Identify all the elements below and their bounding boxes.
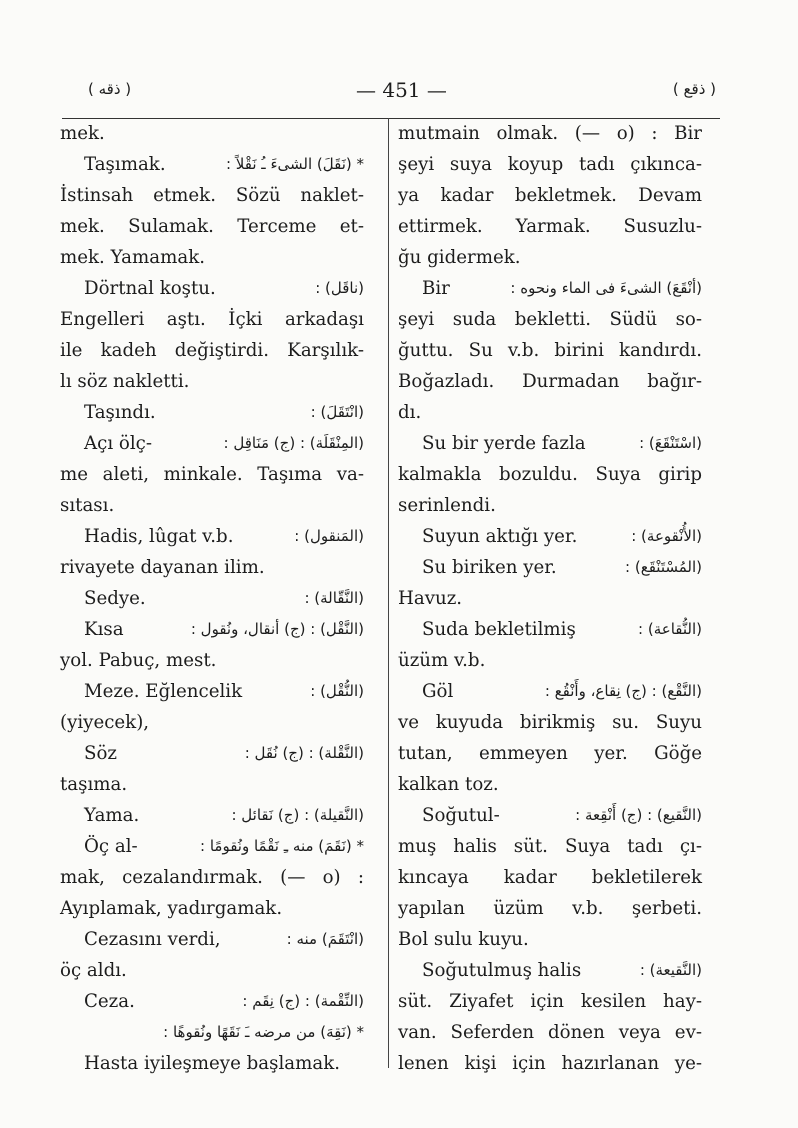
entry-text: kalmakla bozuldu. Suya girip [398, 464, 702, 485]
text-line [60, 118, 364, 149]
left-column [60, 118, 364, 1079]
entry-definition: Su biriken yer. [422, 557, 557, 578]
text-line [60, 211, 364, 242]
text-line [60, 273, 364, 304]
column-divider [388, 118, 389, 1068]
text-line [60, 645, 364, 676]
entry-text: taşıma. [60, 774, 128, 795]
arabic-headword: (النُّقاعة) : [638, 620, 702, 638]
text-line [60, 583, 364, 614]
text-line [398, 862, 702, 893]
arabic-headword: (ناقَل) : [315, 279, 364, 297]
header-right-keyword: ( ذقع ) [672, 80, 716, 98]
entry-definition: Kısa [84, 619, 124, 640]
header-left-keyword: ( ذقه ) [88, 80, 132, 98]
text-line [60, 707, 364, 738]
text-line [60, 397, 364, 428]
text-line [398, 769, 702, 800]
text-line [398, 149, 702, 180]
text-line [398, 552, 702, 583]
arabic-headword: (انْتَقَلَ) : [310, 403, 364, 421]
text-line [60, 738, 364, 769]
text-line [60, 614, 364, 645]
text-line [60, 676, 364, 707]
right-column [398, 118, 702, 1079]
entry-text: Engelleri aştı. İçki arkadaşı [60, 309, 364, 330]
text-line [398, 1017, 702, 1048]
entry-text: mak, cezalandırmak. (— o) : [60, 867, 364, 888]
entry-text: me aleti, minkale. Taşıma va- [60, 464, 364, 485]
entry-text: serinlendi. [398, 495, 496, 516]
text-line [60, 490, 364, 521]
entry-text: muş halis süt. Suya tadı çı- [398, 836, 702, 857]
arabic-headword: (النِّقْمة) : (ج) نِقَم : [242, 992, 364, 1010]
entry-text: ğu gidermek. [398, 247, 521, 268]
text-line [398, 490, 702, 521]
entry-text: dı. [398, 402, 422, 423]
arabic-headword: (الأُنْقوعة) : [631, 527, 702, 545]
entry-text: ya kadar bekletmek. Devam [398, 185, 702, 206]
text-line [398, 118, 702, 149]
entry-definition: Su bir yerde fazla [422, 433, 586, 454]
text-line [60, 428, 364, 459]
text-line [60, 831, 364, 862]
text-line [398, 211, 702, 242]
entry-definition: Taşımak. [84, 154, 166, 175]
entry-text: Bol sulu kuyu. [398, 929, 529, 950]
entry-text: sıtası. [60, 495, 115, 516]
arabic-headword: (المَنقول) : [294, 527, 364, 545]
entry-definition: Soğutulmuş halis [422, 960, 582, 981]
entry-text: van. Seferden dönen veya ev- [398, 1022, 702, 1043]
text-line [60, 459, 364, 490]
arabic-headword: (النَّقيع) : (ج) أَنْقِعة : [575, 806, 702, 824]
text-line [398, 397, 702, 428]
text-line [398, 180, 702, 211]
text-line [60, 366, 364, 397]
entry-text: yol. Pabuç, mest. [60, 650, 217, 671]
text-line [398, 645, 702, 676]
text-line [398, 583, 702, 614]
entry-text: ğuttu. Su v.b. birini kandırdı. [398, 340, 702, 361]
text-line [398, 428, 702, 459]
entry-text: üzüm v.b. [398, 650, 486, 671]
entry-definition: Yama. [84, 805, 140, 826]
entry-text: Havuz. [398, 588, 463, 609]
entry-text: ve kuyuda birikmiş su. Suyu [398, 712, 702, 733]
arabic-headword: (المِنْقَلَة) : (ج) مَنَاقِل : [223, 434, 364, 452]
entry-text: kalkan toz. [398, 774, 499, 795]
entry-text: lı söz nakletti. [60, 371, 190, 392]
entry-text: kıncaya kadar bekletilerek [398, 867, 702, 888]
text-line [398, 986, 702, 1017]
text-line [398, 955, 702, 986]
text-line [398, 242, 702, 273]
arabic-headword: (أنْقَعَ) الشىءَ فى الماء ونحوه : [510, 279, 702, 297]
entry-definition: Taşındı. [84, 402, 156, 423]
entry-text: Ayıplamak, yadırgamak. [60, 898, 283, 919]
text-line [60, 149, 364, 180]
text-line [398, 1048, 702, 1079]
entry-definition: Meze. Eğlencelik [84, 681, 243, 702]
text-line [60, 986, 364, 1017]
text-line [60, 800, 364, 831]
text-line [398, 800, 702, 831]
arabic-headword: * (نَقَمَ) منه ـِ نَقْمًا ونُقومًا : [200, 837, 364, 855]
text-line [398, 676, 702, 707]
entry-text: şeyi suya koyup tadı çıkınca- [398, 154, 702, 175]
text-line [398, 521, 702, 552]
arabic-headword: (اسْتَنْقَعَ) : [639, 434, 702, 452]
entry-text: Hasta iyileşmeye başlamak. [84, 1053, 340, 1074]
entry-text: İstinsah etmek. Sözü naklet- [60, 185, 364, 206]
entry-text: lenen kişi için hazırlanan ye- [398, 1053, 702, 1074]
text-line [398, 273, 702, 304]
entry-definition: Açı ölç- [84, 433, 153, 454]
text-line [60, 1017, 364, 1048]
arabic-headword: (النُّقْل) : [310, 682, 364, 700]
entry-definition: Sedye. [84, 588, 146, 609]
entry-text: tutan, emmeyen yer. Göğe [398, 743, 702, 764]
arabic-headword: * (نَقَلَ) الشىءَ ـُ نَقْلاً : [225, 155, 364, 173]
entry-text: rivayete dayanan ilim. [60, 557, 265, 578]
arabic-headword: (المُسْتَنْقَع) : [625, 558, 702, 576]
entry-text: süt. Ziyafet için kesilen hay- [398, 991, 702, 1012]
text-line [60, 924, 364, 955]
text-line [60, 335, 364, 366]
text-line [398, 335, 702, 366]
text-line [398, 366, 702, 397]
entry-text: mutmain olmak. (— o) : Bir [398, 123, 702, 144]
entry-text: şeyi suda bekletti. Südü so- [398, 309, 702, 330]
entry-definition: Göl [422, 681, 454, 702]
text-line [60, 304, 364, 335]
entry-text: mek. Sulamak. Terceme et- [60, 216, 364, 237]
text-line [398, 831, 702, 862]
entry-definition: Bir [422, 278, 450, 299]
arabic-headword: (النَّقْع) : (ج) نِقاع، وأَنْقُع : [544, 682, 702, 700]
text-line [398, 614, 702, 645]
text-line [398, 459, 702, 490]
entry-text: öç aldı. [60, 960, 127, 981]
entry-text: mek. [60, 123, 105, 144]
text-line [60, 955, 364, 986]
entry-text: ile kadeh değiştirdi. Karşılık- [60, 340, 364, 361]
entry-definition: Soğutul- [422, 805, 500, 826]
page-header [60, 76, 720, 110]
text-line [60, 893, 364, 924]
entry-definition: Söz [84, 743, 117, 764]
arabic-headword: (انْتَقَمَ) منه : [286, 930, 364, 948]
arabic-headword: * (نَقِهَ) من مرضه ـَ نَقَهًا ونُقوهًا : [163, 1023, 364, 1041]
entry-definition: Cezasını verdi, [84, 929, 221, 950]
entry-definition: Suda bekletilmiş [422, 619, 576, 640]
text-line [60, 862, 364, 893]
entry-definition: Hadis, lûgat v.b. [84, 526, 234, 547]
text-line [60, 552, 364, 583]
text-line [60, 769, 364, 800]
arabic-headword: (النَّقْلة) : (ج) نُقَل : [244, 744, 364, 762]
entry-text: (yiyecek), [60, 712, 150, 733]
text-line [398, 924, 702, 955]
text-line [60, 180, 364, 211]
text-line [60, 242, 364, 273]
entry-text: Boğazladı. Durmadan bağır- [398, 371, 702, 392]
arabic-headword: (النَّقْل) : (ج) أنقال، ونُقول : [190, 620, 364, 638]
entry-definition: Dörtnal koştu. [84, 278, 216, 299]
entry-definition: Suyun aktığı yer. [422, 526, 578, 547]
text-line [60, 1048, 364, 1079]
entry-text: ettirmek. Yarmak. Susuzlu- [398, 216, 702, 237]
entry-text: yapılan üzüm v.b. şerbeti. [398, 898, 702, 919]
text-line [398, 304, 702, 335]
entry-definition: Öç al- [84, 836, 138, 857]
text-line [60, 521, 364, 552]
arabic-headword: (النَّقّالة) : [304, 589, 364, 607]
text-line [398, 707, 702, 738]
arabic-headword: (النَّقيلة) : (ج) نَقائل : [231, 806, 364, 824]
entry-definition: Ceza. [84, 991, 135, 1012]
text-line [398, 893, 702, 924]
page-number: — 451 — [356, 78, 447, 102]
entry-text: mek. Yamamak. [60, 247, 206, 268]
text-line [398, 738, 702, 769]
arabic-headword: (النَّقيعة) : [639, 961, 702, 979]
